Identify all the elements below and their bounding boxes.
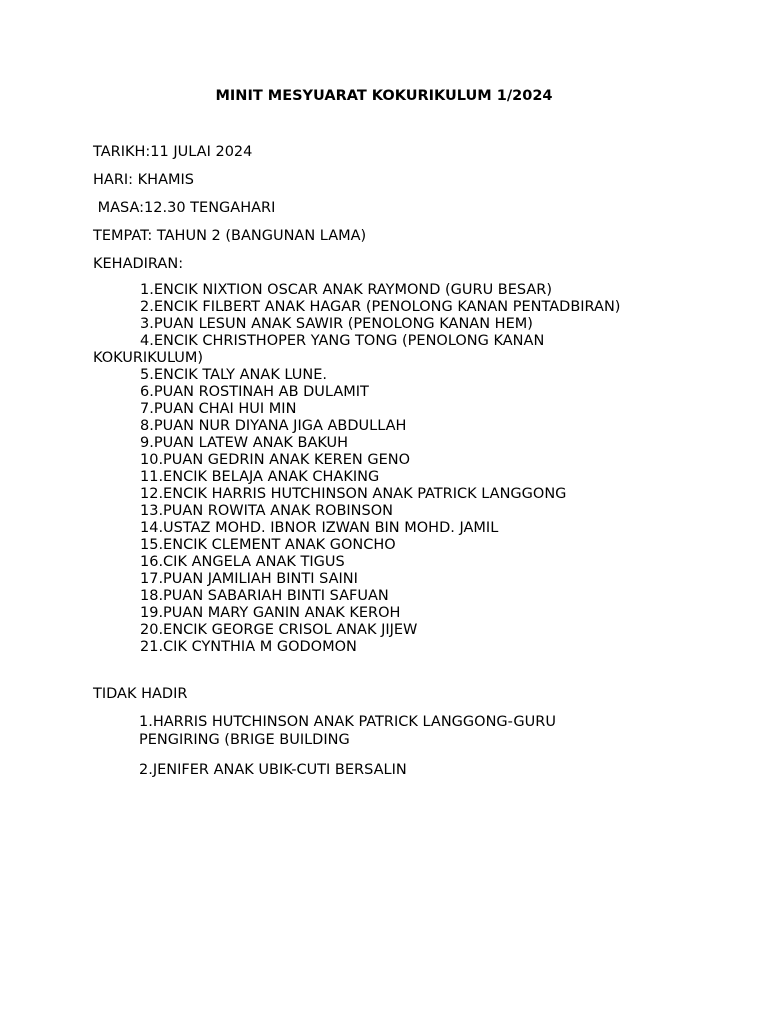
meeting-time: MASA:12.30 TENGAHARI xyxy=(93,200,276,216)
list-item: 8.PUAN NUR DIYANA JIGA ABDULLAH xyxy=(140,418,407,434)
absent-item: 1.HARRIS HUTCHINSON ANAK PATRICK LANGGONG-GURU PENGIRING (BRIGE BUILDING xyxy=(139,714,556,748)
list-item: 2.ENCIK FILBERT ANAK HAGAR (PENOLONG KANAN PENTADBIRAN) xyxy=(140,299,621,315)
list-item: 21.CIK CYNTHIA M GODOMON xyxy=(140,639,357,655)
meeting-place: TEMPAT: TAHUN 2 (BANGUNAN LAMA) xyxy=(93,228,367,244)
list-item: 16.CIK ANGELA ANAK TIGUS xyxy=(140,554,345,570)
list-item: 1.ENCIK NIXTION OSCAR ANAK RAYMOND (GURU BESAR) xyxy=(140,282,553,298)
list-item: 13.PUAN ROWITA ANAK ROBINSON xyxy=(140,503,393,519)
list-item: 10.PUAN GEDRIN ANAK KEREN GENO xyxy=(140,452,410,468)
document-title: MINIT MESYUARAT KOKURIKULUM 1/2024 xyxy=(215,88,553,104)
attendee-4-continuation: KOKURIKULUM) xyxy=(93,350,204,366)
list-item: 20.ENCIK GEORGE CRISOL ANAK JIJEW xyxy=(140,622,418,638)
list-item: 15.ENCIK CLEMENT ANAK GONCHO xyxy=(140,537,396,553)
meeting-date: TARIKH:11 JULAI 2024 xyxy=(93,144,253,160)
list-item: 14.USTAZ MOHD. IBNOR IZWAN BIN MOHD. JAMIL xyxy=(140,520,499,536)
meeting-day: HARI: KHAMIS xyxy=(93,172,194,188)
list-item: 11.ENCIK BELAJA ANAK CHAKING xyxy=(140,469,380,485)
absent-item: 2.JENIFER ANAK UBIK-CUTI BERSALIN xyxy=(139,762,407,778)
list-item: 19.PUAN MARY GANIN ANAK KEROH xyxy=(140,605,401,621)
list-item: 12.ENCIK HARRIS HUTCHINSON ANAK PATRICK LANGGONG xyxy=(140,486,567,502)
attendee-list xyxy=(93,282,693,656)
list-item xyxy=(93,333,693,367)
list-item: 3.PUAN LESUN ANAK SAWIR (PENOLONG KANAN HEM) xyxy=(140,316,533,332)
attendee-4-text: 4.ENCIK CHRISTHOPER YANG TONG (PENOLONG KANAN xyxy=(140,333,545,349)
list-item: 18.PUAN SABARIAH BINTI SAFUAN xyxy=(140,588,389,604)
list-item: 7.PUAN CHAI HUI MIN xyxy=(140,401,297,417)
list-item: 9.PUAN LATEW ANAK BAKUH xyxy=(140,435,349,451)
list-item: 5.ENCIK TALY ANAK LUNE. xyxy=(140,367,328,383)
list-item: 17.PUAN JAMILIAH BINTI SAINI xyxy=(140,571,358,587)
absent-heading: TIDAK HADIR xyxy=(93,686,188,702)
attendance-heading: KEHADIRAN: xyxy=(93,256,184,272)
list-item: 6.PUAN ROSTINAH AB DULAMIT xyxy=(140,384,369,400)
